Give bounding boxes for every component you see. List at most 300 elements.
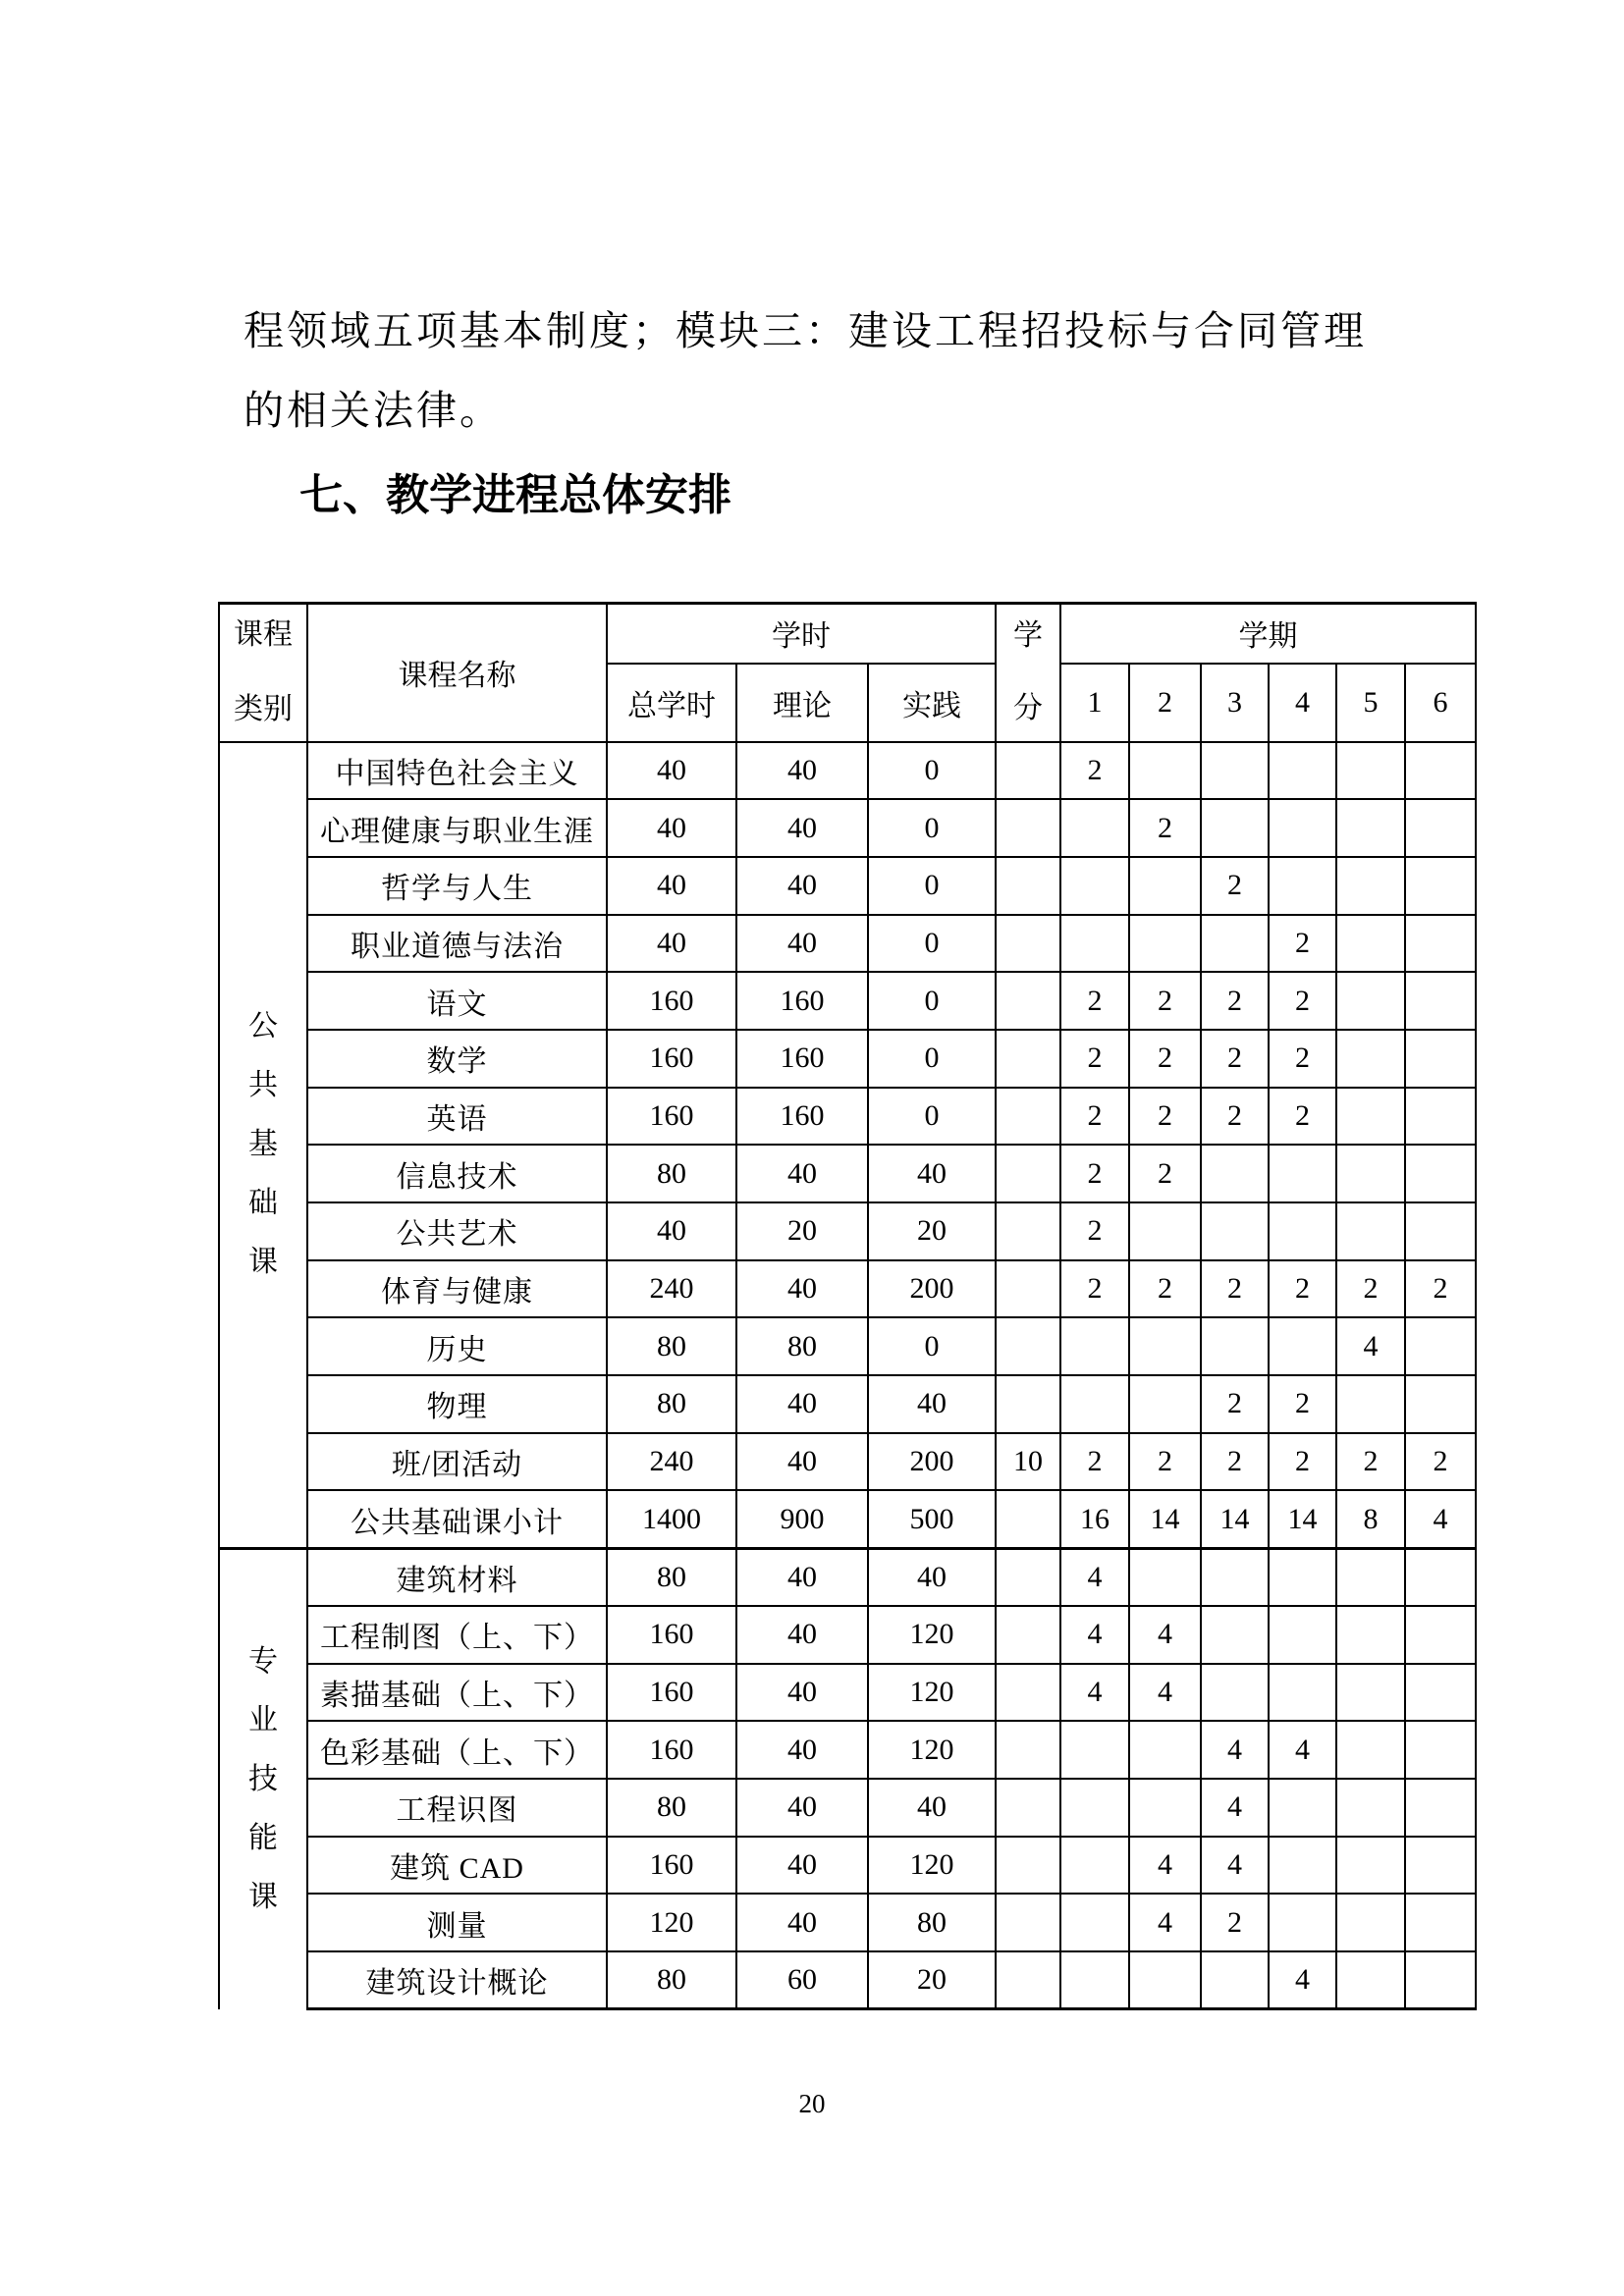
credit-cell bbox=[996, 1837, 1060, 1895]
practice-hours-cell: 0 bbox=[868, 1317, 996, 1375]
total-hours-cell: 160 bbox=[607, 1030, 736, 1088]
semester-6-cell bbox=[1405, 1375, 1476, 1433]
semester-3-cell: 14 bbox=[1201, 1490, 1269, 1548]
table-row bbox=[219, 1145, 1476, 1202]
semester-4-cell bbox=[1269, 799, 1336, 857]
credit-cell bbox=[996, 1951, 1060, 2009]
semester-5-cell bbox=[1336, 742, 1405, 800]
course-name-cell: 心理健康与职业生涯 bbox=[307, 799, 607, 857]
practice-hours-cell: 0 bbox=[868, 972, 996, 1030]
table-row bbox=[219, 1375, 1476, 1433]
semester-5-cell bbox=[1336, 1606, 1405, 1664]
semester-5-cell bbox=[1336, 1145, 1405, 1202]
course-category-cell bbox=[219, 1548, 307, 2009]
credit-cell: 10 bbox=[996, 1433, 1060, 1491]
semester-6-cell bbox=[1405, 1779, 1476, 1837]
practice-hours-cell: 0 bbox=[868, 1088, 996, 1146]
body-paragraph-line-1: 程领域五项基本制度；模块三：建设工程招投标与合同管理 bbox=[244, 308, 1367, 353]
semester-6-cell bbox=[1405, 1664, 1476, 1722]
table-row bbox=[219, 857, 1476, 915]
total-hours-cell: 160 bbox=[607, 1606, 736, 1664]
table-row bbox=[219, 1317, 1476, 1375]
course-name-cell: 工程识图 bbox=[307, 1779, 607, 1837]
table-row bbox=[219, 742, 1476, 800]
table-row bbox=[219, 1433, 1476, 1491]
practice-hours-cell: 0 bbox=[868, 799, 996, 857]
semester-5-cell bbox=[1336, 1664, 1405, 1722]
practice-hours-cell: 120 bbox=[868, 1721, 996, 1779]
total-hours-cell: 80 bbox=[607, 1145, 736, 1202]
practice-hours-cell: 20 bbox=[868, 1202, 996, 1260]
semester-6-cell bbox=[1405, 1548, 1476, 1606]
semester-4-cell bbox=[1269, 857, 1336, 915]
semester-5-cell bbox=[1336, 1779, 1405, 1837]
semester-6-cell bbox=[1405, 1202, 1476, 1260]
course-name-cell: 公共基础课小计 bbox=[307, 1490, 607, 1548]
semester-4-cell: 2 bbox=[1269, 972, 1336, 1030]
semester-6-cell bbox=[1405, 799, 1476, 857]
course-name-cell: 素描基础（上、下） bbox=[307, 1664, 607, 1722]
course-name-cell: 建筑设计概论 bbox=[307, 1951, 607, 2009]
course-name-cell: 测量 bbox=[307, 1894, 607, 1951]
theory-hours-cell: 20 bbox=[736, 1202, 868, 1260]
semester-5-cell bbox=[1336, 799, 1405, 857]
total-hours-cell: 80 bbox=[607, 1548, 736, 1606]
credit-cell bbox=[996, 1375, 1060, 1433]
section-professional-skill-courses bbox=[219, 1548, 1476, 2009]
credit-cell bbox=[996, 1317, 1060, 1375]
course-name-cell: 哲学与人生 bbox=[307, 857, 607, 915]
total-hours-cell: 240 bbox=[607, 1260, 736, 1318]
semester-5-cell bbox=[1336, 1548, 1405, 1606]
header-semester-group: 学期 bbox=[1060, 604, 1476, 664]
course-name-cell: 建筑 CAD bbox=[307, 1837, 607, 1895]
semester-5-cell bbox=[1336, 915, 1405, 973]
table-row bbox=[219, 1548, 1476, 1606]
table-row bbox=[219, 1088, 1476, 1146]
credit-cell bbox=[996, 857, 1060, 915]
category-char: 基 bbox=[248, 1128, 278, 1161]
credit-cell bbox=[996, 1894, 1060, 1951]
semester-1-cell bbox=[1060, 799, 1129, 857]
category-char: 公 bbox=[248, 1010, 278, 1043]
semester-2-cell: 2 bbox=[1129, 972, 1201, 1030]
semester-2-cell bbox=[1129, 1721, 1201, 1779]
semester-6-cell bbox=[1405, 1951, 1476, 2009]
theory-hours-cell: 40 bbox=[736, 1375, 868, 1433]
category-char: 课 bbox=[248, 1880, 278, 1913]
semester-2-cell: 14 bbox=[1129, 1490, 1201, 1548]
semester-6-cell bbox=[1405, 1837, 1476, 1895]
semester-2-cell bbox=[1129, 915, 1201, 973]
semester-1-cell: 2 bbox=[1060, 1030, 1129, 1088]
table-row bbox=[219, 1202, 1476, 1260]
header-semester-4: 4 bbox=[1269, 664, 1336, 742]
semester-6-cell bbox=[1405, 1145, 1476, 1202]
course-name-cell: 班/团活动 bbox=[307, 1433, 607, 1491]
header-practice-hours: 实践 bbox=[868, 664, 996, 742]
section-public-basic-courses bbox=[219, 742, 1476, 1549]
semester-2-cell bbox=[1129, 1202, 1201, 1260]
semester-4-cell bbox=[1269, 1202, 1336, 1260]
total-hours-cell: 80 bbox=[607, 1317, 736, 1375]
header-course-name: 课程名称 bbox=[307, 604, 607, 742]
semester-1-cell: 4 bbox=[1060, 1548, 1129, 1606]
credit-cell bbox=[996, 742, 1060, 800]
semester-3-cell: 4 bbox=[1201, 1779, 1269, 1837]
semester-2-cell: 2 bbox=[1129, 1260, 1201, 1318]
course-name-cell: 英语 bbox=[307, 1088, 607, 1146]
semester-3-cell bbox=[1201, 799, 1269, 857]
table-row bbox=[219, 1951, 1476, 2009]
practice-hours-cell: 40 bbox=[868, 1375, 996, 1433]
header-semester-6: 6 bbox=[1405, 664, 1476, 742]
semester-2-cell bbox=[1129, 1779, 1201, 1837]
semester-3-cell: 2 bbox=[1201, 1088, 1269, 1146]
semester-3-cell: 4 bbox=[1201, 1837, 1269, 1895]
course-name-cell: 建筑材料 bbox=[307, 1548, 607, 1606]
semester-6-cell bbox=[1405, 1317, 1476, 1375]
semester-3-cell: 2 bbox=[1201, 1375, 1269, 1433]
semester-4-cell: 2 bbox=[1269, 1030, 1336, 1088]
category-char: 课 bbox=[248, 1246, 278, 1279]
practice-hours-cell: 200 bbox=[868, 1260, 996, 1318]
total-hours-cell: 160 bbox=[607, 1721, 736, 1779]
practice-hours-cell: 0 bbox=[868, 915, 996, 973]
course-name-cell: 色彩基础（上、下） bbox=[307, 1721, 607, 1779]
credit-cell bbox=[996, 1260, 1060, 1318]
semester-2-cell: 4 bbox=[1129, 1837, 1201, 1895]
theory-hours-cell: 900 bbox=[736, 1490, 868, 1548]
semester-2-cell bbox=[1129, 742, 1201, 800]
course-name-cell: 公共艺术 bbox=[307, 1202, 607, 1260]
theory-hours-cell: 40 bbox=[736, 1606, 868, 1664]
table-row bbox=[219, 1721, 1476, 1779]
semester-6-cell bbox=[1405, 1606, 1476, 1664]
semester-2-cell: 2 bbox=[1129, 1088, 1201, 1146]
semester-4-cell bbox=[1269, 1779, 1336, 1837]
semester-1-cell: 2 bbox=[1060, 1088, 1129, 1146]
theory-hours-cell: 160 bbox=[736, 972, 868, 1030]
header-semester-1: 1 bbox=[1060, 664, 1129, 742]
semester-2-cell bbox=[1129, 1375, 1201, 1433]
practice-hours-cell: 0 bbox=[868, 1030, 996, 1088]
theory-hours-cell: 40 bbox=[736, 1260, 868, 1318]
semester-5-cell bbox=[1336, 1894, 1405, 1951]
semester-4-cell bbox=[1269, 1548, 1336, 1606]
semester-1-cell bbox=[1060, 1721, 1129, 1779]
theory-hours-cell: 40 bbox=[736, 742, 868, 800]
semester-3-cell: 2 bbox=[1201, 1433, 1269, 1491]
course-name-cell: 信息技术 bbox=[307, 1145, 607, 1202]
total-hours-cell: 160 bbox=[607, 1837, 736, 1895]
course-name-cell: 职业道德与法治 bbox=[307, 915, 607, 973]
page-number: 20 bbox=[798, 2089, 826, 2118]
header-hours-group: 学时 bbox=[607, 604, 996, 664]
total-hours-cell: 40 bbox=[607, 857, 736, 915]
semester-3-cell bbox=[1201, 1202, 1269, 1260]
credit-cell bbox=[996, 1088, 1060, 1146]
semester-5-cell bbox=[1336, 1030, 1405, 1088]
semester-1-cell: 16 bbox=[1060, 1490, 1129, 1548]
semester-5-cell bbox=[1336, 1721, 1405, 1779]
semester-4-cell: 2 bbox=[1269, 1260, 1336, 1318]
credit-cell bbox=[996, 1548, 1060, 1606]
semester-1-cell: 2 bbox=[1060, 1202, 1129, 1260]
table-row bbox=[219, 1260, 1476, 1318]
semester-6-cell bbox=[1405, 857, 1476, 915]
total-hours-cell: 80 bbox=[607, 1779, 736, 1837]
practice-hours-cell: 80 bbox=[868, 1894, 996, 1951]
semester-4-cell: 4 bbox=[1269, 1721, 1336, 1779]
semester-4-cell bbox=[1269, 1664, 1336, 1722]
semester-3-cell: 2 bbox=[1201, 1894, 1269, 1951]
total-hours-cell: 160 bbox=[607, 972, 736, 1030]
semester-1-cell: 2 bbox=[1060, 1260, 1129, 1318]
semester-1-cell bbox=[1060, 915, 1129, 973]
theory-hours-cell: 80 bbox=[736, 1317, 868, 1375]
semester-2-cell: 4 bbox=[1129, 1606, 1201, 1664]
semester-4-cell: 2 bbox=[1269, 915, 1336, 973]
semester-1-cell: 2 bbox=[1060, 742, 1129, 800]
semester-1-cell: 2 bbox=[1060, 1433, 1129, 1491]
semester-1-cell bbox=[1060, 1779, 1129, 1837]
credit-cell bbox=[996, 915, 1060, 973]
total-hours-cell: 40 bbox=[607, 915, 736, 973]
teaching-schedule-table bbox=[218, 602, 1477, 2010]
theory-hours-cell: 40 bbox=[736, 1837, 868, 1895]
practice-hours-cell: 40 bbox=[868, 1145, 996, 1202]
credit-cell bbox=[996, 1030, 1060, 1088]
theory-hours-cell: 40 bbox=[736, 1721, 868, 1779]
semester-6-cell bbox=[1405, 1894, 1476, 1951]
category-char: 业 bbox=[248, 1703, 278, 1736]
semester-5-cell bbox=[1336, 972, 1405, 1030]
semester-3-cell bbox=[1201, 1951, 1269, 2009]
semester-4-cell: 2 bbox=[1269, 1375, 1336, 1433]
header-semester-2: 2 bbox=[1129, 664, 1201, 742]
header-credit-line2: 分 bbox=[1013, 692, 1044, 725]
semester-1-cell: 2 bbox=[1060, 1145, 1129, 1202]
course-name-cell: 物理 bbox=[307, 1375, 607, 1433]
table-row bbox=[219, 1664, 1476, 1722]
semester-1-cell bbox=[1060, 1375, 1129, 1433]
semester-6-cell: 2 bbox=[1405, 1433, 1476, 1491]
semester-2-cell: 2 bbox=[1129, 1145, 1201, 1202]
theory-hours-cell: 40 bbox=[736, 1145, 868, 1202]
semester-1-cell: 4 bbox=[1060, 1606, 1129, 1664]
semester-5-cell bbox=[1336, 857, 1405, 915]
course-category-cell bbox=[219, 742, 307, 1549]
header-theory-hours: 理论 bbox=[736, 664, 868, 742]
theory-hours-cell: 40 bbox=[736, 1433, 868, 1491]
semester-6-cell bbox=[1405, 1721, 1476, 1779]
semester-6-cell bbox=[1405, 1088, 1476, 1146]
header-course-category-line1: 课程 bbox=[234, 618, 293, 652]
total-hours-cell: 1400 bbox=[607, 1490, 736, 1548]
course-name-cell: 工程制图（上、下） bbox=[307, 1606, 607, 1664]
total-hours-cell: 240 bbox=[607, 1433, 736, 1491]
credit-cell bbox=[996, 799, 1060, 857]
semester-6-cell: 4 bbox=[1405, 1490, 1476, 1548]
semester-2-cell bbox=[1129, 857, 1201, 915]
practice-hours-cell: 120 bbox=[868, 1837, 996, 1895]
theory-hours-cell: 160 bbox=[736, 1088, 868, 1146]
semester-3-cell: 4 bbox=[1201, 1721, 1269, 1779]
practice-hours-cell: 0 bbox=[868, 742, 996, 800]
semester-6-cell bbox=[1405, 742, 1476, 800]
credit-cell bbox=[996, 1202, 1060, 1260]
theory-hours-cell: 40 bbox=[736, 799, 868, 857]
semester-3-cell: 2 bbox=[1201, 972, 1269, 1030]
semester-2-cell bbox=[1129, 1951, 1201, 2009]
theory-hours-cell: 40 bbox=[736, 1894, 868, 1951]
course-name-cell: 体育与健康 bbox=[307, 1260, 607, 1318]
semester-3-cell bbox=[1201, 915, 1269, 973]
credit-cell bbox=[996, 1779, 1060, 1837]
semester-4-cell bbox=[1269, 1894, 1336, 1951]
category-char: 专 bbox=[248, 1644, 278, 1678]
semester-3-cell: 2 bbox=[1201, 857, 1269, 915]
practice-hours-cell: 0 bbox=[868, 857, 996, 915]
table-row bbox=[219, 799, 1476, 857]
semester-4-cell: 4 bbox=[1269, 1951, 1336, 2009]
semester-5-cell: 4 bbox=[1336, 1317, 1405, 1375]
semester-4-cell bbox=[1269, 1837, 1336, 1895]
semester-1-cell: 2 bbox=[1060, 972, 1129, 1030]
semester-5-cell bbox=[1336, 1202, 1405, 1260]
course-name-cell: 中国特色社会主义 bbox=[307, 742, 607, 800]
semester-1-cell bbox=[1060, 857, 1129, 915]
semester-2-cell bbox=[1129, 1317, 1201, 1375]
theory-hours-cell: 40 bbox=[736, 1664, 868, 1722]
semester-4-cell: 2 bbox=[1269, 1433, 1336, 1491]
semester-4-cell bbox=[1269, 1606, 1336, 1664]
semester-4-cell bbox=[1269, 1317, 1336, 1375]
section-heading: 七、教学进程总体安排 bbox=[299, 471, 731, 519]
table-header bbox=[219, 604, 1476, 742]
semester-5-cell: 8 bbox=[1336, 1490, 1405, 1548]
practice-hours-cell: 40 bbox=[868, 1779, 996, 1837]
theory-hours-cell: 40 bbox=[736, 1548, 868, 1606]
semester-3-cell bbox=[1201, 1317, 1269, 1375]
semester-5-cell bbox=[1336, 1951, 1405, 2009]
credit-cell bbox=[996, 1490, 1060, 1548]
semester-3-cell: 2 bbox=[1201, 1030, 1269, 1088]
total-hours-cell: 40 bbox=[607, 799, 736, 857]
table-row bbox=[219, 1779, 1476, 1837]
theory-hours-cell: 40 bbox=[736, 857, 868, 915]
total-hours-cell: 40 bbox=[607, 1202, 736, 1260]
practice-hours-cell: 120 bbox=[868, 1664, 996, 1722]
total-hours-cell: 160 bbox=[607, 1664, 736, 1722]
total-hours-cell: 80 bbox=[607, 1951, 736, 2009]
practice-hours-cell: 120 bbox=[868, 1606, 996, 1664]
header-course-category-line2: 类别 bbox=[234, 693, 293, 726]
body-paragraph-line-2: 的相关法律。 bbox=[244, 388, 503, 433]
semester-1-cell bbox=[1060, 1951, 1129, 2009]
semester-1-cell bbox=[1060, 1837, 1129, 1895]
semester-2-cell: 2 bbox=[1129, 799, 1201, 857]
total-hours-cell: 40 bbox=[607, 742, 736, 800]
credit-cell bbox=[996, 1606, 1060, 1664]
semester-3-cell bbox=[1201, 1606, 1269, 1664]
semester-5-cell bbox=[1336, 1837, 1405, 1895]
course-name-cell: 数学 bbox=[307, 1030, 607, 1088]
header-semester-5: 5 bbox=[1336, 664, 1405, 742]
theory-hours-cell: 40 bbox=[736, 915, 868, 973]
theory-hours-cell: 60 bbox=[736, 1951, 868, 2009]
semester-3-cell: 2 bbox=[1201, 1260, 1269, 1318]
semester-1-cell bbox=[1060, 1894, 1129, 1951]
semester-2-cell: 4 bbox=[1129, 1664, 1201, 1722]
theory-hours-cell: 40 bbox=[736, 1779, 868, 1837]
course-name-cell: 历史 bbox=[307, 1317, 607, 1375]
header-semester-3: 3 bbox=[1201, 664, 1269, 742]
table-row bbox=[219, 915, 1476, 973]
table-row bbox=[219, 972, 1476, 1030]
table-row bbox=[219, 1837, 1476, 1895]
semester-5-cell bbox=[1336, 1375, 1405, 1433]
semester-4-cell bbox=[1269, 1145, 1336, 1202]
semester-3-cell bbox=[1201, 1145, 1269, 1202]
total-hours-cell: 120 bbox=[607, 1894, 736, 1951]
semester-3-cell bbox=[1201, 742, 1269, 800]
semester-2-cell: 2 bbox=[1129, 1030, 1201, 1088]
header-total-hours: 总学时 bbox=[607, 664, 736, 742]
credit-cell bbox=[996, 1145, 1060, 1202]
table-row bbox=[219, 1490, 1476, 1548]
semester-1-cell bbox=[1060, 1317, 1129, 1375]
semester-6-cell bbox=[1405, 915, 1476, 973]
category-char: 技 bbox=[248, 1762, 278, 1795]
semester-5-cell: 2 bbox=[1336, 1433, 1405, 1491]
semester-6-cell: 2 bbox=[1405, 1260, 1476, 1318]
table-row bbox=[219, 1606, 1476, 1664]
credit-cell bbox=[996, 1664, 1060, 1722]
header-course-category bbox=[219, 604, 307, 742]
semester-3-cell bbox=[1201, 1548, 1269, 1606]
practice-hours-cell: 40 bbox=[868, 1548, 996, 1606]
semester-4-cell bbox=[1269, 742, 1336, 800]
category-char: 础 bbox=[248, 1187, 278, 1220]
semester-6-cell bbox=[1405, 972, 1476, 1030]
credit-cell bbox=[996, 972, 1060, 1030]
header-credit-line1: 学 bbox=[1013, 619, 1044, 653]
table-row bbox=[219, 1894, 1476, 1951]
practice-hours-cell: 500 bbox=[868, 1490, 996, 1548]
semester-2-cell: 4 bbox=[1129, 1894, 1201, 1951]
practice-hours-cell: 20 bbox=[868, 1951, 996, 2009]
semester-2-cell bbox=[1129, 1548, 1201, 1606]
semester-3-cell bbox=[1201, 1664, 1269, 1722]
semester-1-cell: 4 bbox=[1060, 1664, 1129, 1722]
semester-4-cell: 14 bbox=[1269, 1490, 1336, 1548]
table-row bbox=[219, 1030, 1476, 1088]
semester-2-cell: 2 bbox=[1129, 1433, 1201, 1491]
theory-hours-cell: 160 bbox=[736, 1030, 868, 1088]
semester-4-cell: 2 bbox=[1269, 1088, 1336, 1146]
practice-hours-cell: 200 bbox=[868, 1433, 996, 1491]
total-hours-cell: 160 bbox=[607, 1088, 736, 1146]
total-hours-cell: 80 bbox=[607, 1375, 736, 1433]
semester-6-cell bbox=[1405, 1030, 1476, 1088]
semester-5-cell bbox=[1336, 1088, 1405, 1146]
category-char: 能 bbox=[248, 1821, 278, 1854]
category-char: 共 bbox=[248, 1069, 278, 1102]
credit-cell bbox=[996, 1721, 1060, 1779]
semester-5-cell: 2 bbox=[1336, 1260, 1405, 1318]
